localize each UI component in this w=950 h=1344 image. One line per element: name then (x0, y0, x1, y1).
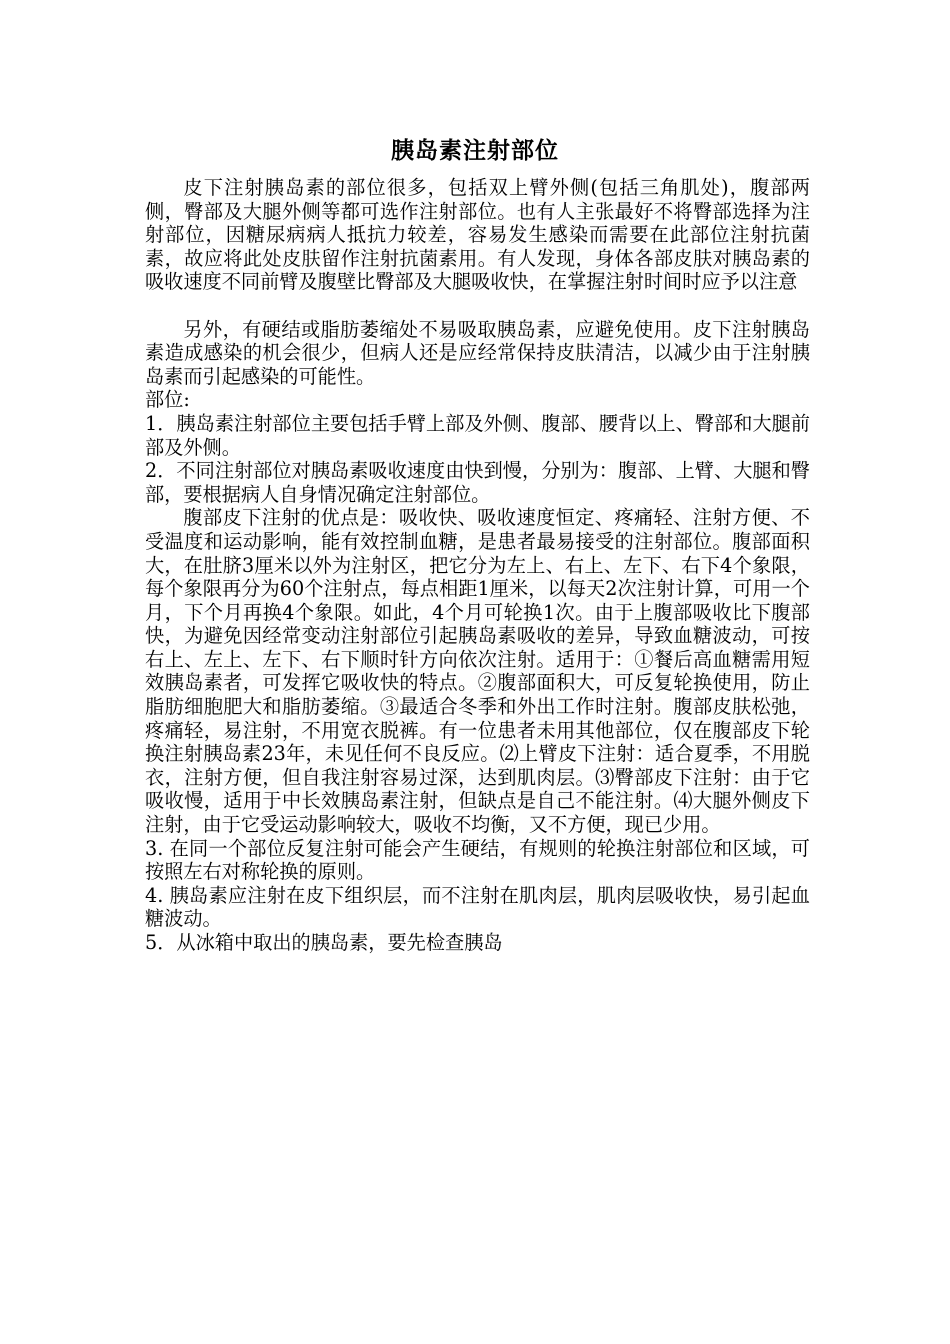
paragraph-item-2: 2．不同注射部位对胰岛素吸收速度由快到慢，分别为：腹部、上臂、大腿和臀部，要根据病人自身情况确定注射部位。 (145, 459, 810, 506)
paragraph-item-1: 1．胰岛素注射部位主要包括手臂上部及外侧、腹部、腰背以上、臀部和大腿前部及外侧。 (145, 411, 810, 459)
paragraph-item-4: 4. 胰岛素应注射在皮下组织层，而不注射在肌肉层，肌肉层吸收快，易引起血糖波动。 (145, 883, 810, 931)
paragraph-sites-heading: 部位: (145, 388, 190, 412)
paragraph-item-5: 5．从冰箱中取出的胰岛素，要先检查胰岛 (145, 931, 503, 954)
paragraph-item-3: 3. 在同一个部位反复注射可能会产生硬结，有规则的轮换注射部位和区域，可按照左右对称轮换的原则。 (145, 836, 810, 884)
paragraph-hardening-notes: 另外，有硬结或脂肪萎缩处不易吸取胰岛素，应避免使用。皮下注射胰岛素造成感染的机会很少，但病人还是应经常保持皮肤清洁，以减少由于注射胰岛素而引起感染的可能性。 (145, 317, 810, 388)
document-body (145, 176, 810, 955)
paragraph-abdomen-advantages: 腹部皮下注射的优点是：吸收快、吸收速度恒定、疼痛轻、注射方便、不受温度和运动影响，能有效控制血糖，是患者最易接受的注射部位。腹部面积大，在肚脐3厘米以外为注射区，把它分为左上、右上、左下、右下4个象限，每个象限再分为60个注射点，每点相距1厘米，以每天2次注射计算，可用一个月，下个月再换4个象限。如此，4个月可轮换1次。由于上腹部吸收比下腹部快，为避免因经常变动注射部位引起胰岛素吸收的差异，导致血糖波动，可按右上、左上、左下、右下顺时针方向依次注射。适用于：①餐后高血糖需用短效胰岛素者，可发挥它吸收快的特点。②腹部面积大，可反复轮换使用，防止脂肪细胞肥大和脂肪萎缩。③最适合冬季和外出工作时注射。腹部皮肤松弛，疼痛轻，易注射，不用宽衣脱裤。有一位患者未用其他部位，仅在腹部皮下轮换注射胰岛素23年，未见任何不良反应。⑵上臂皮下注射：适合夏季，不用脱衣，注射方便，但自我注射容易过深，达到肌肉层。⑶臀部皮下注射：由于它吸收慢，适用于中长效胰岛素注射，但缺点是自己不能注射。⑷大腿外侧皮下注射，由于它受运动影响较大，吸收不均衡，又不方便，现已少用。 (145, 506, 810, 837)
paragraph-injection-sites-intro: 皮下注射胰岛素的部位很多，包括双上臂外侧(包括三角肌处)，腹部两侧，臀部及大腿外侧等都可选作注射部位。也有人主张最好不将臀部选择为注射部位，因糖尿病病人抵抗力较差，容易发生感染而需要在此部位注射抗菌素，故应将此处皮肤留作注射抗菌素用。有人发现，身体各部皮肤对胰岛素的吸收速度不同前臂及腹壁比臀部及大腿吸收快，在掌握注射时间时应予以注意 (145, 176, 810, 294)
document-title: 胰岛素注射部位 (391, 137, 559, 164)
